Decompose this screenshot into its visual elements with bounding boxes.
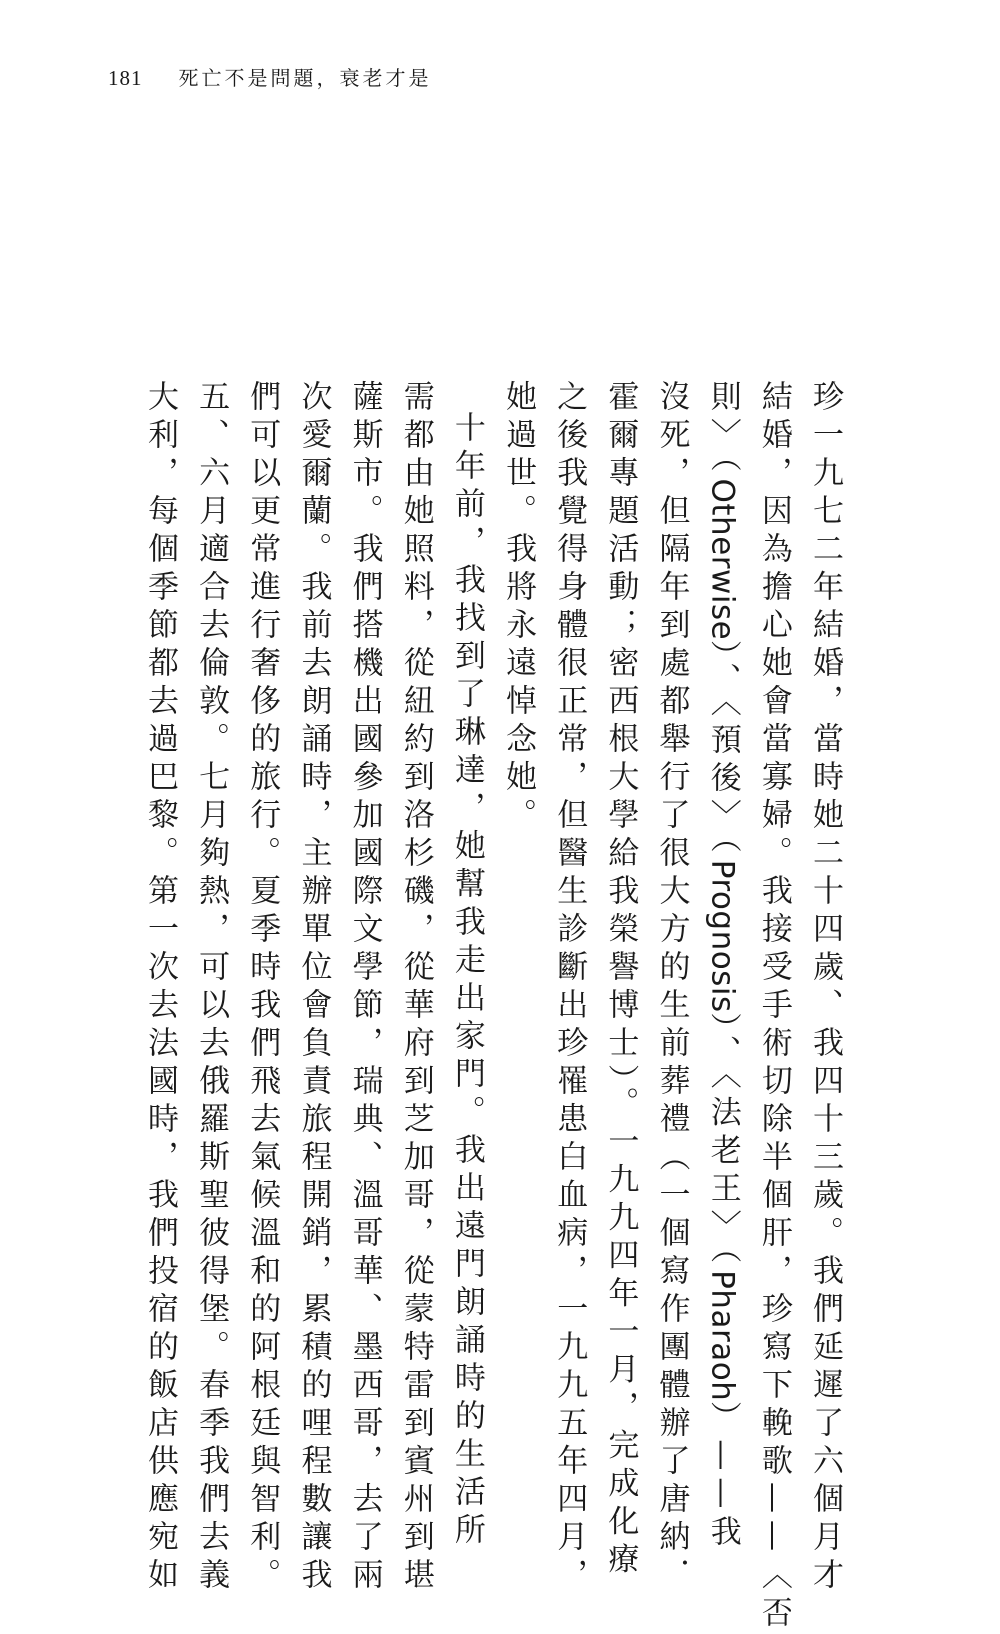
latin-title: Prognosis [704,859,741,1013]
text-line: 薩斯市。我們搭機出國參加國際文學節，瑞典、溫哥華、墨西哥，去了兩 [346,380,383,1596]
text-segment: ）——我 [704,1401,741,1554]
paragraph-2 [134,380,492,1596]
text-line: 珍一九七二年結婚，當時她二十四歲、我四十三歲。我們延遲了六個月才 [807,380,843,1596]
text-line: 們可以更常進行奢侈的旅行。夏季時我們飛去氣候溫和的阿根廷與智利。 [244,380,281,1596]
text-segment: ）、〈法老王〉（ [704,1012,741,1271]
text-segment: ）、〈預後〉（ [704,640,741,860]
text-line: 需都由她照料，從紐約到洛杉磯，從華府到芝加哥，從蒙特雷到賓州到堪 [397,380,434,1596]
running-title: 死亡不是問題，衰老才是 [178,66,432,90]
text-line: 結婚，因為擔心她會當寡婦。我接受手術切除半個肝，珍寫下輓歌——〈否 [755,380,792,1634]
text-line: 霍爾專題活動；密西根大學給我榮譽博士）。一九九四年一月，完成化療 [602,380,639,1581]
page-number: 181 [108,66,143,90]
text-line: 她過世。我將永遠悼念她。 [500,380,537,836]
latin-title: Otherwise [704,478,741,641]
text-line: 之後我覺得身體很正常，但醫生診斷出珍罹患白血病，一九九五年四月， [551,380,588,1596]
text-line: 次愛爾蘭。我前去朗誦時，主辦單位會負責旅程開銷，累積的哩程數讓我 [295,380,332,1596]
text-line: 十年前，我找到了琳達，她幫我走出家門。我出遠門朗誦時的生活所 [448,411,485,1551]
text-line: 五、六月適合去倫敦。七月夠熱，可以去俄羅斯聖彼得堡。春季我們去義 [193,380,230,1596]
text-line [697,380,748,1554]
body-text [110,380,850,1634]
paragraph-1 [492,380,850,1634]
text-line: 大利，每個季節都去過巴黎。第一次去法國時，我們投宿的飯店供應宛如 [141,380,178,1596]
page-header [108,62,432,91]
text-line: 沒死，但隔年到處都舉行了很大方的生前葬禮（一個寫作團體辦了唐納． [653,380,690,1596]
text-segment: 則〉（ [704,380,741,479]
latin-title: Pharaoh [704,1270,741,1402]
